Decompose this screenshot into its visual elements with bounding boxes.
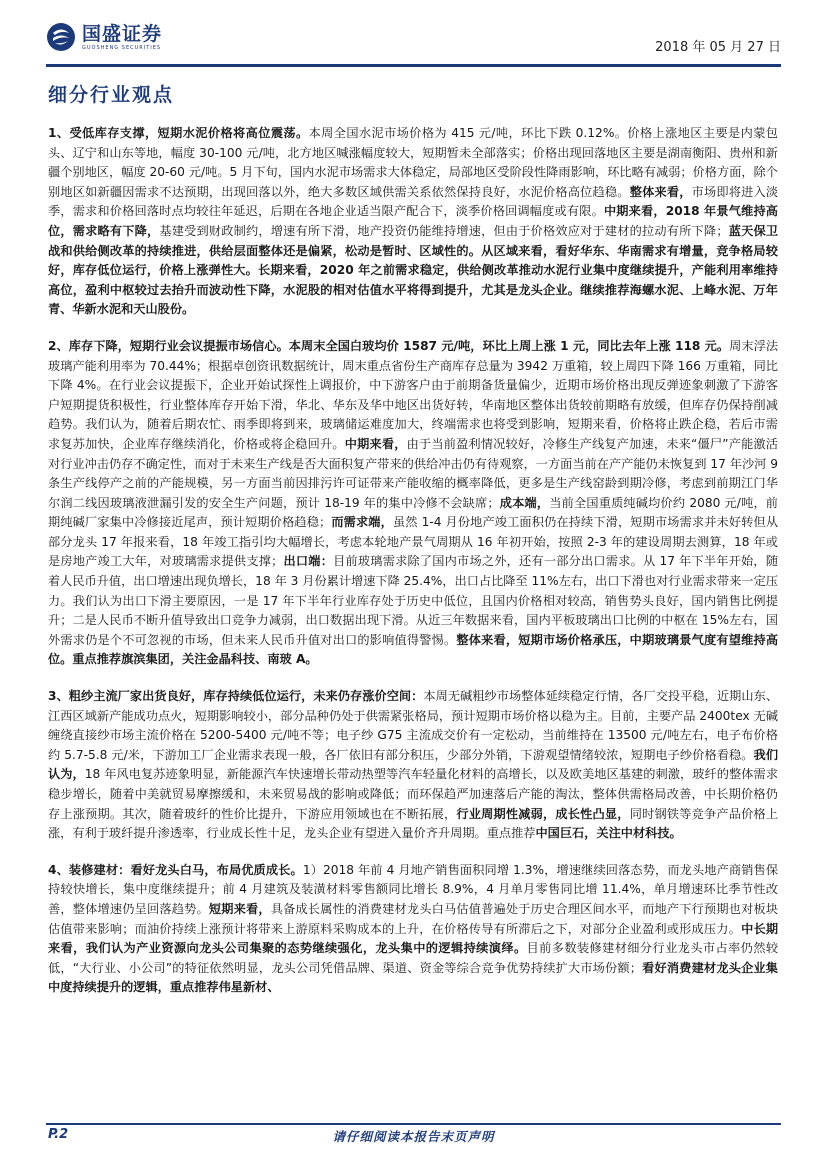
footer-disclaimer: 请仔细阅读本报告末页声明 bbox=[332, 1129, 495, 1144]
bold-text: 中国巨石，关注中材科技。 bbox=[535, 826, 682, 841]
header-divider bbox=[46, 64, 781, 67]
text-run: 由于当前盈利情况较好，冷修生产线复产加速，未来“僵尸”产能激活对行业冲击仍存不确定性，而对于未来生产线是否大面积复产带来的供给冲击仍有待观察，一方面当前在产产能仍未恢复到 17 年沙河 9 条生产线停产之前的产能规模，另一方面当前因排污许可证带来产能收缩的概率降低，更多是生产线窑龄到期冷修，考虑到前期江门华尔润二线因玻璃液泄漏引发的安全生产问题，预计 18-19 年的集中冷修不会缺席； bbox=[48, 436, 778, 510]
page-header bbox=[46, 22, 781, 66]
body-paragraph bbox=[48, 687, 778, 844]
text-run: 本周无碱粗纱市场整体延续稳定行情，各厂交投平稳，近期山东、江西区域新产能成功点火，短期影响较小，部分品种仍处于供需紧张格局，预计短期市场价格以稳为主。目前，主要产品 2400tex 无碱缠绕直接纱市场主流价格在 5200-5400 元/吨不等；电子纱 G75 主流成交价有一定松动，当前维持在 13500 元/吨左右，电子布价格约 5.7-5.8 元/米，下游加工厂企业需求表现一般，各厂依旧有部分积压，少部分外销，下游观望情绪较浓，短期电子纱价格看稳。 bbox=[48, 689, 779, 762]
bold-text: 看好消费建材龙头企业集中度持续提升的逻辑，重点推荐伟星新材、 bbox=[48, 960, 778, 995]
text-run: 周末浮法玻璃产能利用率为 70.44%；根据卓创资讯数据统计，周末重点省份生产商库存总量为 3942 万重箱，较上周四下降 166 万重箱，同比下降 4%。在行业会议提振下，企业开始试探性上调报价，中下游客户由于前期备货量偏少，近期市场价格出现反弹迹象刺激了下游客户短期提货积极性，行业整体库存开始下滑，华北、华东及华中地区出货好转，华南地区整体出货较前期略有放缓，但库存仍保持削减趋势。我们认为，随着后期农忙、雨季即将到来，玻璃储运难度加大，终端需求也将受到影响，短期来看，价格将止跌企稳，若后市需求复苏加快，企业库存继续消化，价格或将企稳回升。 bbox=[48, 338, 779, 451]
bold-text: 1、受低库存支撑，短期水泥价格将高位震荡。 bbox=[48, 126, 309, 140]
text-run: 本周全国水泥市场价格为 415 元/吨，环比下跌 0.12%。价格上涨地区主要是内蒙包头、辽宁和山东等地，幅度 30-100 元/吨，北方地区喊涨幅度较大，短期暂未全部落实；价格出现回落地区主要是湖南衡阳、贵州和新疆个别地区，幅度 20-60 元/吨。5 月下旬，国内水泥市场需求大体稳定，局部地区受阶段性降雨影响，环比略有减弱；价格方面，除个别地区如新疆因需求不达预期，出现回落以外，绝大多数区域供需关系依然保持良好，水泥价格高位趋稳。 bbox=[48, 126, 778, 199]
bold-text: 整体来看， bbox=[629, 184, 692, 199]
bold-text: 4、装修建材：看好龙头白马，布局优质成长。 bbox=[48, 862, 303, 877]
text-run: 虽然 1-4 月份地产竣工面积仍在持续下滑，短期市场需求并未好转但从部分龙头 17 年报来看，18 年竣工指引均大幅增长，考虑本轮地产景气周期从 16 年初开始，按照 2-3 年的建设周期去测算，18 年或是房地产竣工大年，对玻璃需求提供支撑； bbox=[48, 515, 779, 569]
bold-text: 成本端， bbox=[499, 495, 550, 510]
text-run: 当前全国重质纯碱均价约 2080 元/吨，前期纯碱厂家集中冷修接近尾声，预计短期价格趋稳； bbox=[48, 495, 778, 530]
body-paragraph bbox=[48, 337, 778, 670]
text-run: 市场即将进入淡季，需求和价格回落时点均较往年延迟，后期在各地企业适当限产配合下，淡季价格回调幅度或有限。 bbox=[48, 184, 779, 219]
text-run: 1）2018 年前 4 月地产销售面积同增 1.3%，增速继续回落态势，而龙头地产商销售保持较快增长，集中度继续提升；前 4 月建筑及装潢材料零售额同比增长 8.9%，4 月单月零售同比增 11.4%，单月增速环比季节性改善，整体增速仍呈回落趋势。 bbox=[48, 862, 779, 916]
bold-text: 整体来看，短期市场价格承压，中期玻璃景气度有望维持高位。重点推荐旗滨集团，关注金晶科技、南玻 A。 bbox=[48, 632, 779, 667]
bold-text: 3、粗纱主流厂家出货良好，库存持续低位运行，未来仍存涨价空间： bbox=[48, 689, 424, 704]
text-run: 具备成长属性的消费建材龙头白马估值普遍处于历史合理区间水平，而地产下行预期也对板块估值带来影响；而油价持续上涨预计将带来上游原料采购成本的上升，在价格传导有所滞后之下，对部分企业盈利或形成压力。 bbox=[48, 901, 779, 936]
text-run: 同时钢铁等竞争产品价格上涨，有利于玻纤提升渗透率，行业成长性十足，龙头企业有望进入量价齐升周期。重点推荐 bbox=[48, 806, 779, 841]
report-body bbox=[48, 124, 778, 1015]
bold-text: 蓝天保卫战和供给侧改革的持续推进，供给层面整体还是偏紧，松动是暂时、区域性的。从区域来看，看好华东、华南需求有增量，竞争格局较好，库存低位运行，价格上涨弹性大。长期来看，2020 年之前需求稳定，供给侧改革推动水泥行业集中度继续提升，产能利用率维持高位，盈利中枢较过去抬升而波动性下降，水泥股的相对估值水平将得到提升，尤其是龙头企业。继续推荐海螺水泥、上峰水泥、万年青、华新水泥和天山股份。 bbox=[48, 223, 779, 317]
section-title: 细分行业观点 bbox=[48, 84, 175, 106]
text-run: 18 年风电复苏迹象明显，新能源汽车快速增长带动热塑等汽车轻量化材料的高增长，以及欧美地区基建的刺激，玻纤的整体需求稳步增长，随着中美就贸易摩擦缓和，未来贸易战的影响或降低；而环保趋严加速落后产能的淘汰，整体供需格局改善，中长期价格仍存上涨预期。其次，随着玻纤的性价比提升，下游应用领域也在不断拓展， bbox=[48, 767, 779, 821]
company-logo bbox=[46, 22, 162, 52]
bold-text: 中长期来看，我们认为产业资源向龙头公司集聚的态势继续强化，龙头集中的逻辑持续演绎。 bbox=[48, 921, 779, 956]
bold-text: 中期来看，2018 年景气维持高位，需求略有下降， bbox=[48, 204, 778, 238]
bold-text: 出口端： bbox=[283, 554, 334, 569]
body-paragraph bbox=[48, 124, 778, 320]
bold-text: 2、库存下降，短期行业会议提振市场信心。本周末全国白玻均价 1587 元/吨，环比上周上涨 1 元，同比去年上涨 118 元。 bbox=[48, 338, 730, 353]
text-run: 目前多数装修建材细分行业龙头市占率仍然较低，“大行业、小公司”的特征依然明显，龙头公司凭借品牌、渠道、资金等综合竞争优势持续扩大市场份额； bbox=[48, 941, 779, 975]
brand-name: 国盛证券 bbox=[82, 22, 163, 45]
text-run: 基建受到财政制约，增速有所下滑，地产投资仍能维持增速，但由于价格效应对于建材的拉动有所下降； bbox=[159, 223, 729, 238]
bold-text: 中期来看， bbox=[344, 436, 407, 451]
body-paragraph bbox=[48, 861, 778, 998]
page-number: P.2 bbox=[48, 1127, 69, 1142]
bold-text: 行业周期性减弱，成长性凸显， bbox=[456, 806, 630, 821]
bold-text: 而需求端， bbox=[331, 515, 393, 530]
logo-mark-icon bbox=[46, 22, 76, 52]
brand-name-en: GUOSHENG SECURITIES bbox=[82, 44, 162, 51]
text-run: 目前玻璃需求除了国内市场之外，还有一部分出口需求。从 17 年下半年开始，随着人民币升值，出口增速出现负增长，18 年 3 月份累计增速下降 25.4%，出口占比降至 11%左右，出口下滑也对行业需求带来一定压力。我们认为出口下滑主要原因，一是 17 年下半年行业库存处于历史中低位，且国内价格相对较高，销售势头良好，国内销售比例提升；二是人民币不断升值导致出口竞争力减弱，出口数据出现下滑。从近三年数据来看，国内平板玻璃出口比例的中枢在 15%左右，国外需求仍是个不可忽视的市场，但未来人民币升值对出口的影响值得警惕。 bbox=[48, 554, 779, 647]
bold-text: 我们认为， bbox=[48, 747, 779, 782]
bold-text: 短期来看， bbox=[208, 901, 271, 916]
footer-divider bbox=[46, 1123, 781, 1125]
report-date: 2018 年 05 月 27 日 bbox=[655, 40, 781, 55]
